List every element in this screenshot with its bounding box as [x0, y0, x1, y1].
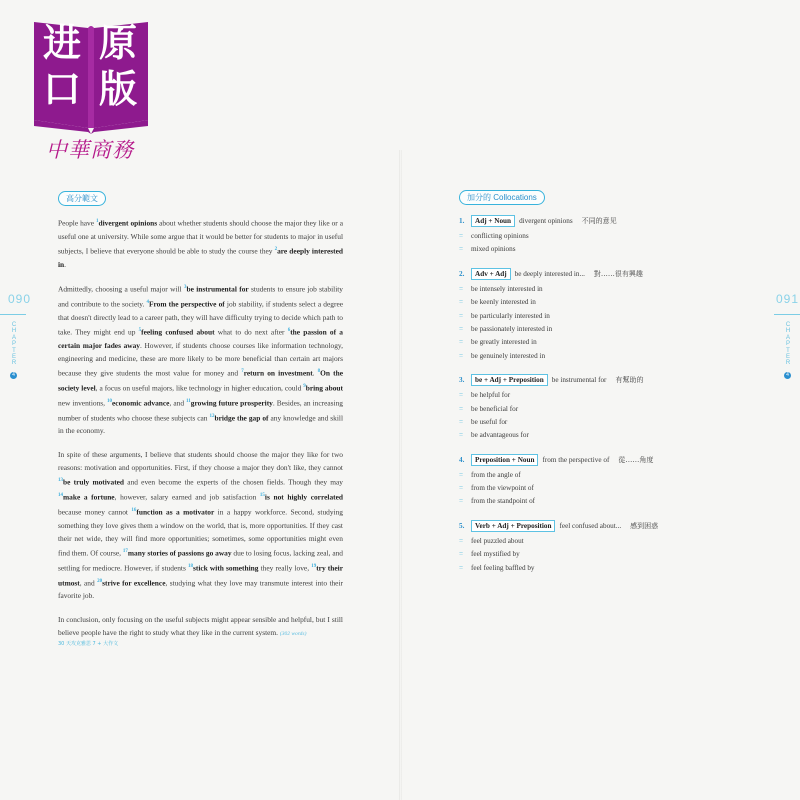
- chapter-letter: E: [785, 354, 790, 361]
- essay-text: Admittedly, choosing a useful major will: [58, 284, 184, 294]
- synonym-row: [459, 296, 749, 309]
- synonym-text: feel puzzled about: [471, 536, 524, 545]
- essay-paragraph: [58, 613, 343, 642]
- highlighted-phrase: economic advance: [112, 398, 170, 408]
- equals-sign: =: [459, 311, 464, 320]
- highlighted-phrase: be truly motivated: [63, 477, 125, 487]
- synonym-row: [459, 416, 749, 429]
- collocation-pattern: Adj + Noun: [471, 215, 515, 227]
- note-number: 10: [107, 398, 113, 404]
- equals-sign: =: [459, 417, 464, 426]
- left-chapter-label: [10, 322, 18, 367]
- synonym-text: conflicting opinions: [471, 232, 529, 240]
- collocation-number: 4.: [459, 455, 465, 464]
- essay-text: due to losing focus, lacking zeal, and settling for mediocre. However, if students: [58, 548, 343, 573]
- highlighted-phrase: many stories of passions go away: [127, 548, 232, 558]
- highlighted-phrase: the passion of a certain major fades away: [58, 327, 343, 350]
- synonym-row: [459, 323, 749, 336]
- note-number: 17: [122, 549, 128, 555]
- essay-text: job stability, if students select a degree that doesn't directly lead to a career path, they will have difficulty trying to decide which path to take. They might end up: [58, 299, 344, 337]
- logo-char: 口: [42, 67, 81, 111]
- highlighted-phrase: feeling confused about: [141, 327, 215, 337]
- synonym-text: be advantageous for: [471, 431, 529, 440]
- synonym-row: [459, 283, 749, 296]
- logo-characters: [34, 20, 146, 112]
- highlighted-phrase: return on investment: [243, 368, 313, 378]
- note-number: 1: [96, 219, 99, 224]
- note-number: 12: [209, 413, 215, 419]
- synonym-text: be helpful for: [471, 391, 511, 400]
- collocation-number: 2.: [459, 269, 465, 278]
- collocation-header: [459, 519, 749, 533]
- essay-text: , studying what they love may transmute interest into their favorite job.: [58, 578, 343, 601]
- chapter-letter: A: [11, 334, 16, 341]
- highlighted-phrase: strive for excellence: [102, 578, 166, 588]
- highlighted-phrase: From the perspective of: [149, 299, 225, 309]
- synonym-text: be beneficial for: [471, 404, 519, 413]
- chapter-letter: P: [785, 341, 790, 348]
- chapter-letter: A: [785, 334, 790, 341]
- chapter-letter: T: [786, 347, 790, 354]
- equals-sign: =: [459, 563, 464, 572]
- right-page-number: 091: [776, 292, 800, 306]
- right-page-rule: [774, 314, 800, 315]
- essay-text: People have: [58, 218, 97, 228]
- collocation-example: divergent opinions: [519, 217, 573, 225]
- highlighted-phrase: stick with something: [193, 563, 259, 573]
- highlighted-phrase: bridge the gap of: [214, 413, 269, 423]
- note-number: 3: [183, 285, 187, 291]
- note-number: 8: [317, 369, 321, 375]
- left-page-number: 090: [8, 292, 32, 306]
- highlighted-phrase: is not highly correlated: [264, 492, 343, 502]
- collocation-pattern: Adv + Adj: [471, 268, 511, 280]
- chapter-letter: C: [785, 322, 791, 328]
- synonym-text: be intensely interested in: [471, 284, 543, 293]
- essay-text: , and: [169, 398, 187, 408]
- synonym-text: from the standpoint of: [471, 497, 536, 506]
- equals-sign: =: [459, 351, 464, 360]
- essay-text: .: [64, 259, 67, 269]
- synonym-row: [459, 336, 749, 349]
- highlighted-phrase: try their utmost: [58, 563, 343, 588]
- right-chapter-number: 4: [784, 372, 791, 379]
- equals-sign: =: [459, 536, 464, 545]
- equals-sign: =: [459, 470, 464, 479]
- synonym-row: [459, 403, 749, 416]
- essay-text: , a focus on useful majors, like technology in higher education, could: [95, 383, 304, 393]
- highlighted-phrase: growing future prosperity: [190, 398, 273, 408]
- equals-sign: =: [459, 484, 464, 493]
- essay-text: and even become the experts of the chosen fields. Though they may: [124, 477, 344, 487]
- essay-paragraph: [58, 281, 343, 438]
- chapter-letter: R: [785, 360, 791, 367]
- synonym-row: [459, 350, 749, 363]
- collocation-group: [459, 519, 749, 575]
- synonym-row: [459, 495, 749, 508]
- equals-sign: =: [459, 497, 464, 506]
- chapter-letter: T: [12, 347, 16, 354]
- essay-paragraph: [58, 448, 343, 603]
- essay-text: in a happy workforce. Second, studying something they love gives them a window on the world, that is, more opportunities. If they cast their net wide, they will find more opportunities; sometimes, some opportunities might even find them. Of course,: [58, 507, 343, 558]
- equals-sign: =: [459, 298, 464, 307]
- essay-text: students to ensure job stability and contribute to the society.: [58, 284, 343, 309]
- chapter-letter: P: [11, 341, 16, 348]
- highlighted-phrase: are deeply interested in: [58, 246, 343, 269]
- collocation-translation: 對……很有興趣: [593, 269, 643, 278]
- equals-sign: =: [459, 404, 464, 413]
- note-number: 4: [146, 299, 150, 305]
- essay-text: . However, if students choose courses like information technology, engineering and medicine, these are more likely to be more beneficial than certain art majors because they give students the most value for money and: [58, 340, 343, 378]
- collocation-translation: 不同的意见: [581, 217, 617, 225]
- synonym-row: [459, 562, 749, 575]
- note-number: 19: [311, 563, 317, 569]
- synonym-text: be particularly interested in: [471, 311, 550, 320]
- synonym-row: [459, 482, 749, 495]
- synonym-row: [459, 310, 749, 323]
- collocation-translation: 從……角度: [618, 455, 654, 464]
- synonym-row: [459, 389, 749, 402]
- collocation-translation: 感到困惑: [630, 521, 659, 530]
- note-number: 11: [186, 398, 191, 404]
- page-footer: 30 天攻克雅思 7 + 大作文: [58, 641, 119, 647]
- model-essay-tag: 高分範文: [58, 191, 106, 206]
- essay-text: , and: [79, 578, 98, 588]
- equals-sign: =: [459, 245, 464, 254]
- note-number: 6: [287, 327, 291, 333]
- chapter-letter: H: [785, 328, 791, 335]
- synonym-text: be keenly interested in: [471, 298, 536, 307]
- essay-text: about whether students should choose the major they like or a useful one at university. While some argue that it would be better for students to major in useful subjects, I believe that everyone should be able to study the course they: [58, 218, 343, 256]
- synonym-row: [459, 535, 749, 548]
- collocation-number: 5.: [459, 521, 465, 530]
- collocation-group: [459, 453, 749, 509]
- essay-text: they really love,: [258, 563, 312, 573]
- note-number: 18: [188, 563, 193, 569]
- note-number: 5: [138, 327, 142, 333]
- highlighted-phrase: divergent opinions: [98, 218, 158, 228]
- note-number: 16: [131, 507, 137, 513]
- collocation-header: [459, 267, 749, 281]
- synonym-text: feel mystified by: [471, 550, 520, 559]
- equals-sign: =: [459, 232, 464, 240]
- collocation-number: 3.: [459, 376, 465, 385]
- equals-sign: =: [459, 431, 464, 440]
- synonym-text: be greatly interested in: [471, 338, 537, 347]
- word-count: (302 words): [279, 631, 307, 638]
- book-spine: [399, 150, 402, 800]
- synonym-row: [459, 548, 749, 561]
- highlighted-phrase: be instrumental for: [186, 284, 249, 294]
- note-number: 9: [303, 384, 306, 390]
- synonym-text: be useful for: [471, 417, 508, 426]
- collocation-pattern: Verb + Adj + Preposition: [471, 520, 555, 532]
- essay-text: .: [312, 368, 318, 378]
- collocation-example: be deeply interested in...: [514, 269, 585, 278]
- highlighted-phrase: function as a motivator: [136, 507, 215, 517]
- collocation-pattern: Preposition + Noun: [471, 454, 538, 466]
- collocation-pattern: be + Adj + Preposition: [471, 374, 548, 386]
- right-chapter-label: [784, 322, 792, 367]
- collocation-example: feel confused about...: [559, 521, 622, 530]
- synonym-row: [459, 230, 749, 243]
- essay-paragraph: [58, 215, 343, 271]
- equals-sign: =: [459, 338, 464, 347]
- note-number: 2: [274, 247, 278, 253]
- left-page-rule: [0, 314, 26, 315]
- note-number: 15: [259, 493, 265, 499]
- highlighted-phrase: On the society level: [58, 368, 344, 393]
- note-number: 13: [58, 478, 63, 484]
- note-number: 7: [241, 369, 244, 375]
- chapter-letter: E: [11, 354, 16, 361]
- collocation-list: [459, 214, 749, 585]
- synonym-row: [459, 469, 749, 482]
- brand-name: 中華商務: [46, 138, 134, 162]
- synonym-row: [459, 429, 749, 442]
- logo-char: 版: [98, 67, 137, 111]
- equals-sign: =: [459, 550, 464, 559]
- essay-text: because money cannot: [58, 507, 132, 517]
- synonym-text: from the angle of: [471, 470, 521, 479]
- chapter-letter: H: [11, 328, 17, 335]
- essay-text: what to do next after: [214, 327, 288, 337]
- note-number: 14: [58, 493, 63, 499]
- collocation-group: [459, 214, 749, 257]
- equals-sign: =: [459, 391, 464, 400]
- essay-text: In conclusion, only focusing on the useful subjects might appear sensible and helpful, but I still believe people have the right to study what they like in the current system.: [58, 614, 343, 638]
- essay-text: In spite of these arguments, I believe that students should choose the major they like for two reasons: motivation and opportunities. First, if they choose a major they don't like, they cannot: [58, 449, 343, 472]
- collocation-header: [459, 214, 749, 228]
- essay-text: , however, salary earned and job satisfaction: [114, 492, 260, 502]
- synonym-text: be genuinely interested in: [471, 351, 546, 360]
- note-number: 20: [97, 578, 103, 584]
- collocations-tag: 加分的 Collocations: [459, 190, 545, 205]
- collocation-example: be instrumental for: [551, 376, 607, 385]
- collocation-header: [459, 453, 749, 467]
- synonym-text: feel feeling baffled by: [471, 563, 535, 572]
- synonym-text: mixed opinions: [471, 245, 516, 254]
- collocation-number: 1.: [459, 217, 465, 225]
- chapter-letter: C: [11, 322, 17, 328]
- collocation-example: from the perspective of: [542, 455, 610, 464]
- essay-text: new inventions,: [58, 398, 108, 408]
- highlighted-phrase: make a fortune: [63, 492, 115, 502]
- logo-char: 原: [98, 21, 137, 65]
- collocation-translation: 有幫助的: [615, 376, 644, 385]
- logo-char: 进: [42, 21, 81, 65]
- equals-sign: =: [459, 284, 464, 293]
- synonym-text: from the viewpoint of: [471, 484, 534, 493]
- collocation-header: [459, 373, 749, 387]
- left-chapter-number: 4: [10, 372, 17, 379]
- synonym-text: be passionately interested in: [471, 324, 553, 333]
- chapter-letter: R: [11, 360, 17, 367]
- synonym-row: [459, 243, 749, 256]
- collocation-group: [459, 267, 749, 363]
- highlighted-phrase: bring about: [305, 383, 343, 393]
- collocation-group: [459, 373, 749, 443]
- model-essay: [58, 215, 343, 651]
- essay-text: any knowledge and skill in the economy.: [58, 413, 343, 436]
- equals-sign: =: [459, 324, 464, 333]
- essay-text: . Besides, an increasing number of students who choose these subjects can: [58, 398, 343, 423]
